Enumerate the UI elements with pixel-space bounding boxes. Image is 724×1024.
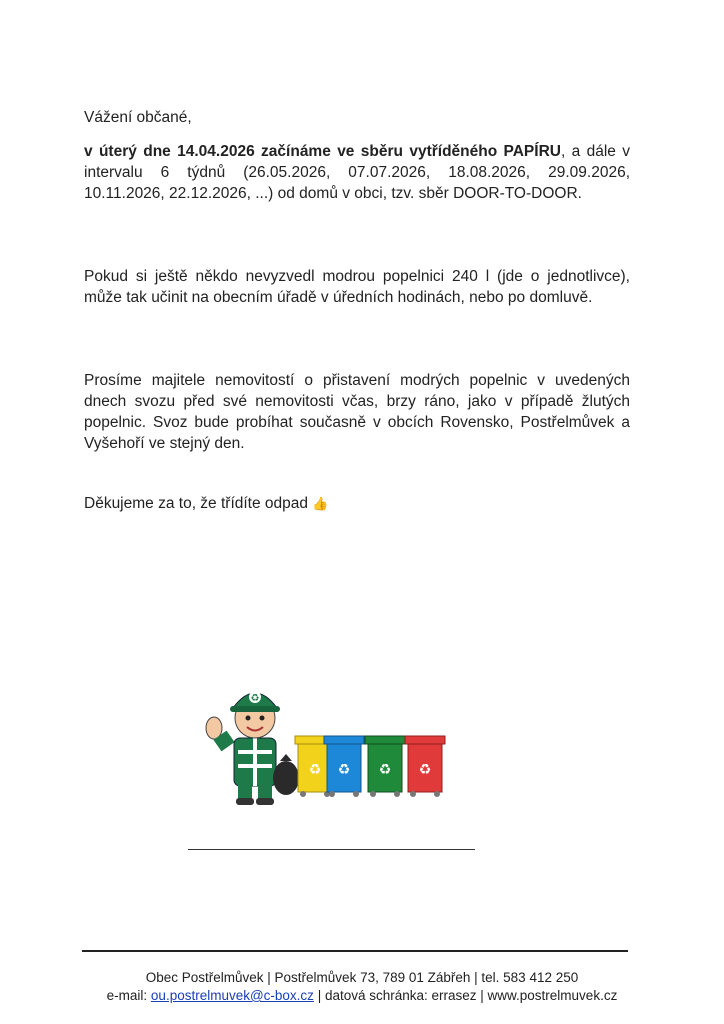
- svg-text:♻: ♻: [250, 693, 260, 704]
- green-bin-icon: [365, 736, 405, 797]
- email-label: e-mail:: [106, 988, 151, 1003]
- blue-bin-icon: [324, 736, 364, 797]
- footer-contacts-rest: | datová schránka: errasez | www.postrelmuvek.cz: [313, 988, 618, 1003]
- footer-divider: [82, 950, 628, 952]
- footer-address: Obec Postřelmůvek | Postřelmůvek 73, 789 01 Zábřeh | tel. 583 412 250: [145, 970, 579, 985]
- paragraph-collection-dates: [84, 141, 630, 204]
- svg-text:♻: ♻: [378, 762, 392, 778]
- recycling-worker-illustration: [200, 678, 450, 808]
- signature-line: [188, 849, 475, 850]
- collection-start-announcement: v úterý dne 14.04.2026 začínáme ve sběru vytříděného PAPÍRU: [84, 143, 561, 160]
- svg-text:♻: ♻: [337, 762, 351, 778]
- red-bin-icon: [405, 736, 445, 797]
- email-link[interactable]: ou.postrelmuvek@c-box.cz: [150, 988, 314, 1003]
- footer-contacts: [60, 987, 664, 1005]
- collection-interval-text: , a dále v intervalu 6 týdnů (26.05.2026, 07.07.2026, 18.08.2026, 29.09.2026, 10.11.2026, 22.12.2026, ...) od domů v obci, tzv. sběr DOOR-TO-DOOR.: [84, 143, 630, 202]
- thanks-text: Děkujeme za to, že třídíte odpad: [84, 495, 309, 512]
- paragraph-bin-placement: Prosíme majitele nemovitostí o přistavení modrých popelnic v uvedených dnech svozu před své nemovitosti včas, brzy ráno, jako v případě žlutých popelnic. Svoz bude probíhat současně v obcích Rovensko, Postřelmůvek a Vyšehoří ve stejný den.: [84, 372, 630, 452]
- paragraph-bin-pickup: Pokud si ještě někdo nevyzvedl modrou popelnici 240 l (jde o jednotlivce), může tak učinit na obecním úřadě v úředních hodinách, nebo po domluvě.: [84, 268, 630, 306]
- bins: [295, 736, 445, 797]
- thanks-line: [84, 493, 630, 514]
- greeting: Vážení občané,: [84, 109, 192, 126]
- worker-figure: [206, 691, 299, 805]
- thumbs-up-icon: 👍: [312, 496, 329, 511]
- svg-text:♻: ♻: [418, 762, 432, 778]
- svg-text:♻: ♻: [308, 762, 322, 778]
